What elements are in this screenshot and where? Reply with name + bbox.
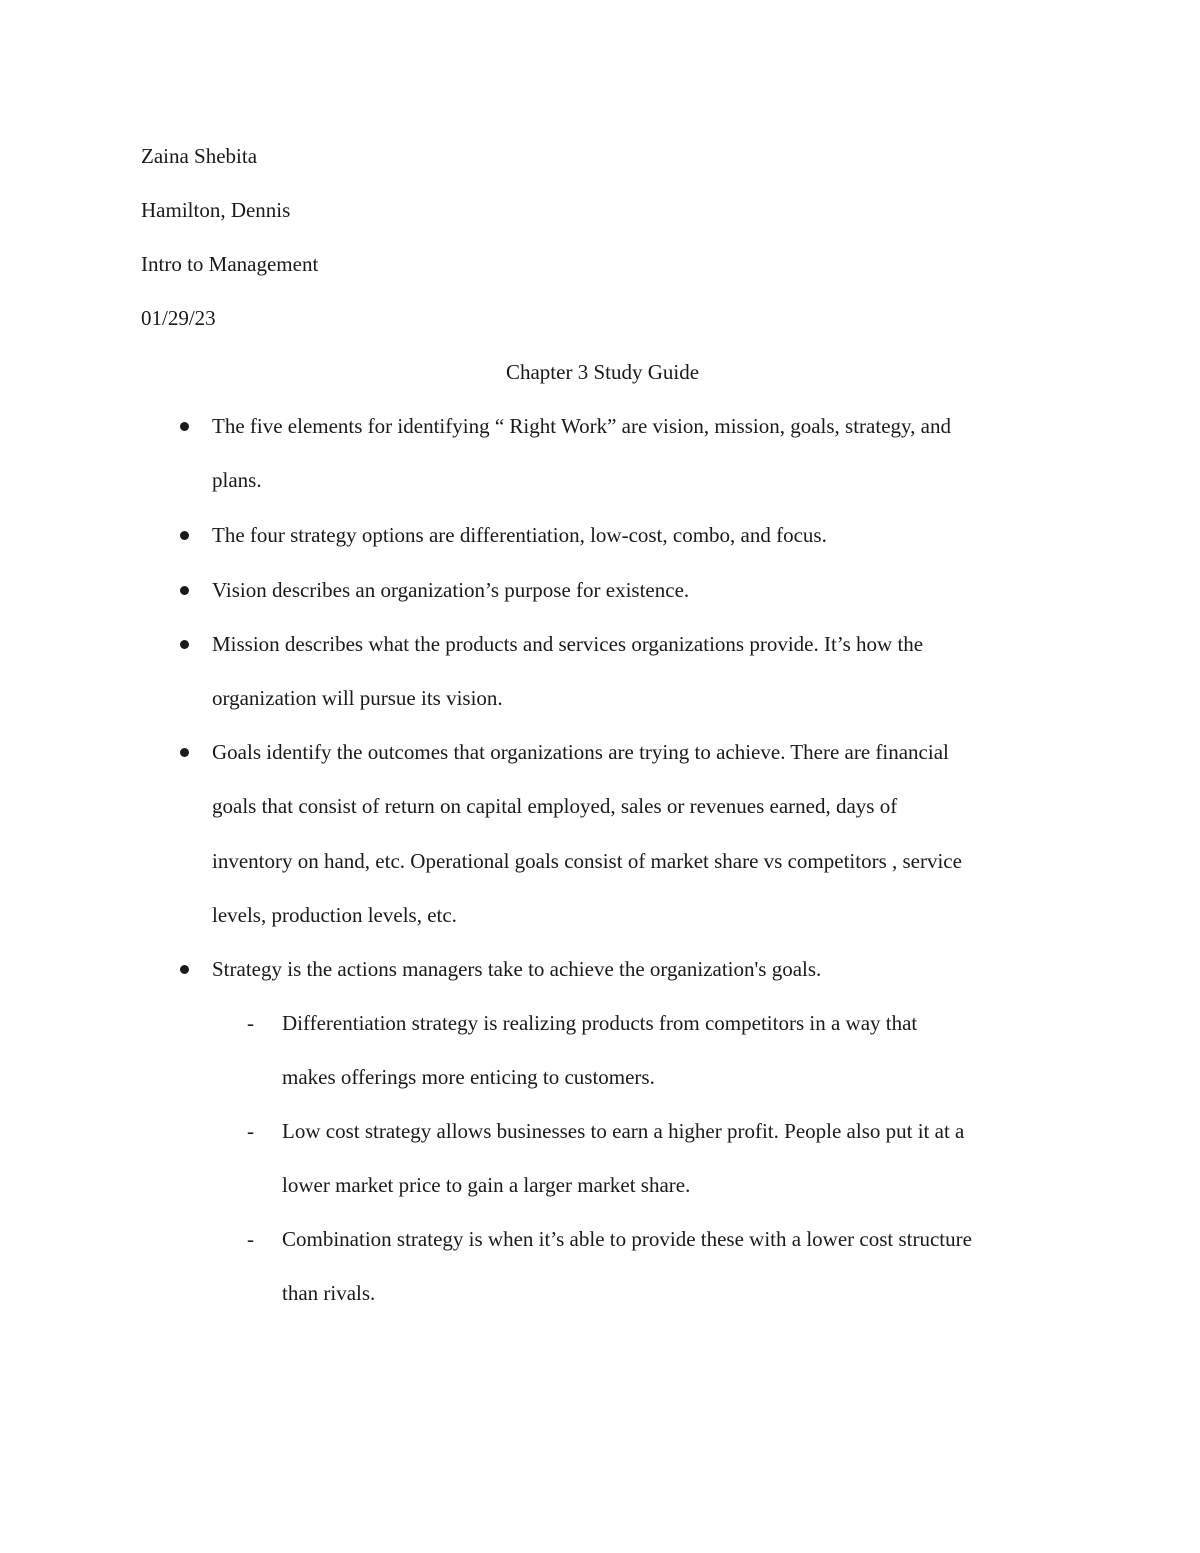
sub-bullet-line: than rivals. xyxy=(282,1281,376,1306)
bullet-line: Mission describes what the products and services organizations provide. It’s how the xyxy=(212,632,924,656)
bullet-dot-icon xyxy=(180,748,189,757)
bullet-dot-icon xyxy=(180,640,189,649)
bullet-line: plans. xyxy=(212,468,262,493)
bullet-line: organization will pursue its vision. xyxy=(212,686,503,711)
sub-bullet-text xyxy=(282,996,1072,1105)
bullet-text xyxy=(212,399,1072,508)
sub-bullet-line: Combination strategy is when it’s able to provide these with a lower cost structure xyxy=(282,1227,972,1251)
sub-bullet-line: makes offerings more enticing to customers. xyxy=(282,1065,655,1090)
bullet-line: levels, production levels, etc. xyxy=(212,902,457,927)
bullet-text xyxy=(212,508,1072,562)
bullet-line: inventory on hand, etc. Operational goals consist of market share vs competitors , service xyxy=(212,848,962,873)
sub-bullet-dash: - xyxy=(247,1119,254,1143)
bullet-line: The four strategy options are differentiation, low-cost, combo, and focus. xyxy=(212,523,827,547)
bullet-dot-icon xyxy=(180,531,189,540)
bullet-line: Goals identify the outcomes that organizations are trying to achieve. There are financial xyxy=(212,740,949,764)
sub-bullet-line: Differentiation strategy is realizing products from competitors in a way that xyxy=(282,1011,918,1035)
bullet-text xyxy=(212,942,1072,996)
document-title: Chapter 3 Study Guide xyxy=(505,360,700,384)
bullet-text xyxy=(212,725,1072,942)
bullet-line: Strategy is the actions managers take to achieve the organization's goals. xyxy=(212,957,822,981)
document-date: 01/29/23 xyxy=(141,306,216,330)
bullet-dot-icon xyxy=(180,422,189,431)
bullet-dot-icon xyxy=(180,965,189,974)
instructor-name: Hamilton, Dennis xyxy=(141,198,291,222)
course-name: Intro to Management xyxy=(141,252,319,276)
bullet-text xyxy=(212,563,1072,617)
bullet-line: Vision describes an organization’s purpose for existence. xyxy=(212,578,690,602)
sub-bullet-dash: - xyxy=(247,1227,254,1251)
bullet-text xyxy=(212,617,1072,726)
bullet-dot-icon xyxy=(180,586,189,595)
sub-bullet-text xyxy=(282,1104,1072,1213)
sub-bullet-line: lower market price to gain a larger market share. xyxy=(282,1173,691,1198)
sub-bullet-line: Low cost strategy allows businesses to earn a higher profit. People also put it at a xyxy=(282,1119,965,1143)
bullet-line: The five elements for identifying “ Right Work” are vision, mission, goals, strategy, and xyxy=(212,414,951,438)
bullet-line: goals that consist of return on capital employed, sales or revenues earned, days of xyxy=(212,794,898,819)
sub-bullet-dash: - xyxy=(247,1011,254,1035)
student-name: Zaina Shebita xyxy=(141,144,258,168)
sub-bullet-text xyxy=(282,1212,1072,1321)
